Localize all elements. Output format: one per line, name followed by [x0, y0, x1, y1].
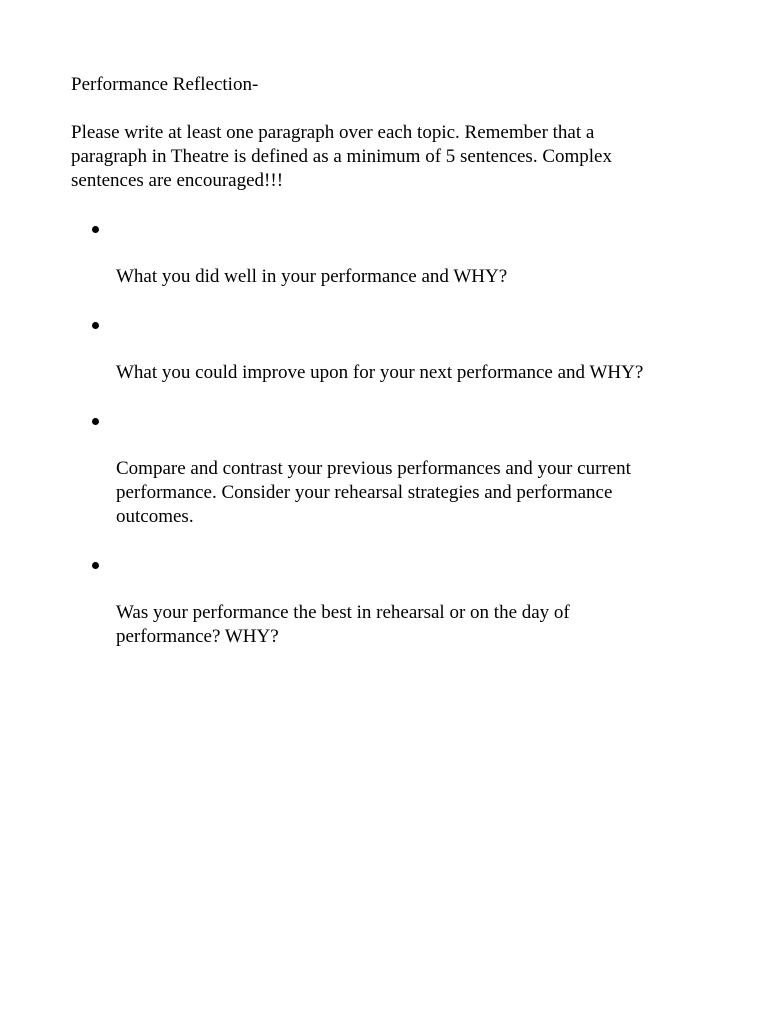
document-body: [71, 73, 691, 649]
list-item: [71, 217, 691, 289]
list-item-text: What you could improve upon for your next performance and WHY?: [116, 362, 644, 383]
list-item: [71, 553, 691, 649]
bullet-icon: [92, 418, 99, 425]
bullet-icon: [92, 226, 99, 233]
bullet-icon: [92, 322, 99, 329]
list-item: [71, 409, 691, 529]
list-item-text: What you did well in your performance and WHY?: [116, 266, 508, 287]
intro-paragraph: Please write at least one paragraph over each topic. Remember that a paragraph in Theatre is defined as a minimum of 5 sentences. Complex sentences are encouraged!!!: [71, 122, 612, 191]
bullet-icon: [92, 562, 99, 569]
list-item-text: Was your performance the best in rehearsal or on the day of performance? WHY?: [116, 602, 570, 647]
list-item-text: Compare and contrast your previous performances and your current performance. Consider your rehearsal strategies and performance outcomes.: [116, 458, 631, 527]
document-title: Performance Reflection-: [71, 74, 259, 95]
reflection-topics-list: [71, 217, 691, 649]
list-item: [71, 313, 691, 385]
